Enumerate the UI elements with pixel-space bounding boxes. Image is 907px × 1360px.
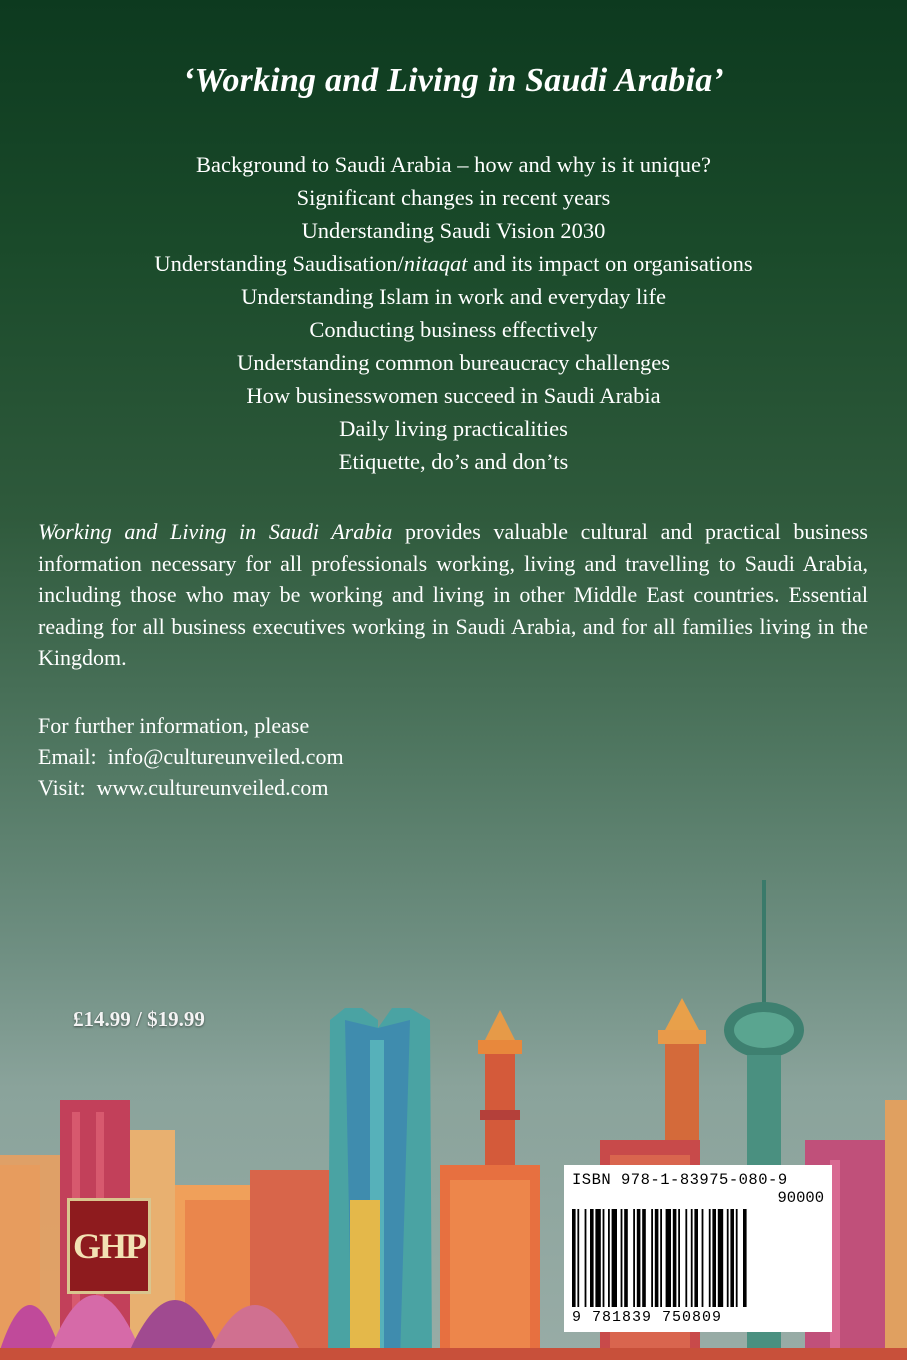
barcode-bar [595, 1209, 600, 1307]
barcode-bar [730, 1209, 734, 1307]
contact-email: Email: info@cultureunveiled.com [38, 744, 344, 769]
barcode-bar [718, 1209, 723, 1307]
barcode-digits: 9 781839 750809 [572, 1309, 723, 1326]
barcode-bar [621, 1209, 623, 1307]
barcode-bar [572, 1209, 576, 1307]
topic-item: Understanding Islam in work and everyday life [241, 284, 666, 309]
barcode-bar [691, 1209, 693, 1307]
publisher-logo-text: GHP [73, 1226, 145, 1266]
barcode-bar [666, 1209, 671, 1307]
contact-intro: For further information, please [38, 713, 310, 738]
barcode-bar [608, 1209, 610, 1307]
topic-item: How businesswomen succeed in Saudi Arabia [246, 383, 661, 408]
barcode-bar [577, 1209, 579, 1307]
cover-title: ‘Working and Living in Saudi Arabia’ [183, 62, 724, 99]
topic-item: Understanding common bureaucracy challenges [237, 350, 670, 375]
barcode-bar [655, 1209, 659, 1307]
barcode-bar [712, 1209, 716, 1307]
barcode-bar [633, 1209, 635, 1307]
description-paragraph [38, 516, 868, 674]
barcode-bar [642, 1209, 646, 1307]
barcode-bar [678, 1209, 680, 1307]
publisher-logo [67, 1198, 151, 1294]
price-label: £14.99 / $19.99 [73, 1007, 205, 1031]
topic-item: Etiquette, do’s and don’ts [338, 449, 569, 474]
topic-item: Daily living practicalities [339, 416, 568, 441]
barcode-bar [685, 1209, 687, 1307]
topic-item [0, 247, 907, 280]
barcode-bar [736, 1209, 738, 1307]
barcode-bar [709, 1209, 711, 1307]
barcode-bar [637, 1209, 641, 1307]
barcode-addon-number: 90000 [777, 1189, 824, 1207]
barcode-bar [702, 1209, 704, 1307]
topic-italic-term: nitaqat [403, 251, 468, 276]
barcode-bar [651, 1209, 653, 1307]
topic-item: Conducting business effectively [309, 317, 598, 342]
barcode-bar [590, 1209, 594, 1307]
topic-list [0, 148, 907, 478]
barcode-bar [727, 1209, 729, 1307]
description-text: provides valuable cultural and practical business information necessary for all professionals working, living and travelling to Saudi Arabia, including those who may be working and living in other Middle East countries. Essential reading for all business executives working in Saudi Arabia, and for all families living in the Kingdom. [38, 519, 868, 670]
contact-block [38, 710, 344, 803]
barcode-bar [694, 1209, 698, 1307]
topic-text: and its impact on organisations [467, 251, 753, 276]
topic-text: Understanding Saudisation/ [154, 251, 404, 276]
barcode-bar [624, 1209, 628, 1307]
description-book-title: Working and Living in Saudi Arabia [38, 519, 393, 544]
barcode-bar [603, 1209, 605, 1307]
contact-website: Visit: www.cultureunveiled.com [38, 775, 329, 800]
barcode-box [564, 1165, 832, 1332]
topic-item: Understanding Saudi Vision 2030 [301, 218, 606, 243]
barcode-bar [612, 1209, 617, 1307]
barcode-bar [585, 1209, 587, 1307]
topic-item: Significant changes in recent years [296, 185, 611, 210]
barcode-bar [673, 1209, 677, 1307]
barcode-bars [572, 1209, 824, 1307]
topic-item: Background to Saudi Arabia – how and why is it unique? [196, 152, 711, 177]
barcode-bar [660, 1209, 662, 1307]
barcode-bar [743, 1209, 747, 1307]
isbn-label: ISBN 978-1-83975-080-9 [572, 1171, 788, 1189]
